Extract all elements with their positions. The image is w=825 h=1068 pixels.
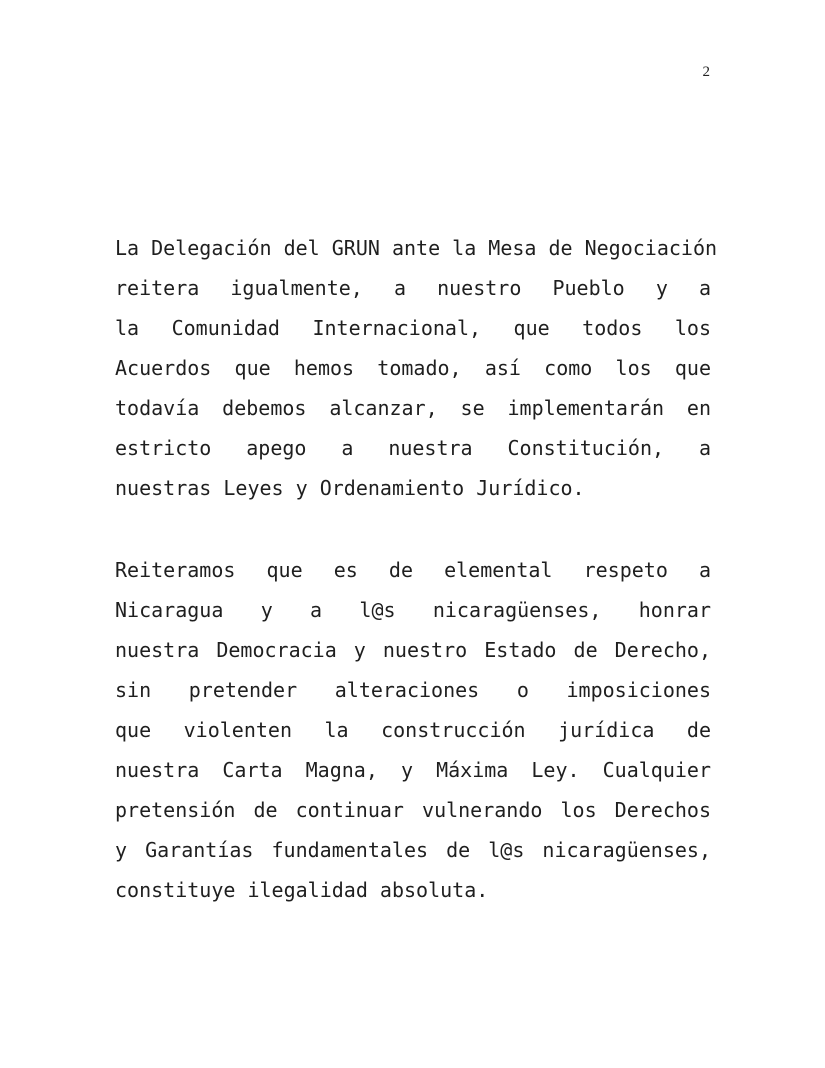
text-line: nuestras Leyes y Ordenamiento Jurídico. bbox=[115, 476, 585, 500]
paragraph-2 bbox=[115, 550, 711, 910]
text-line: la Comunidad Internacional, que todos los bbox=[115, 316, 711, 340]
text-line: que violenten la construcción jurídica de bbox=[115, 718, 711, 742]
text-line: Acuerdos que hemos tomado, así como los que bbox=[115, 356, 711, 380]
text-line: nuestra Carta Magna, y Máxima Ley. Cualquier bbox=[115, 758, 711, 782]
text-line: nuestra Democracia y nuestro Estado de Derecho, bbox=[115, 638, 711, 662]
text-line: sin pretender alteraciones o imposiciones bbox=[115, 678, 711, 702]
text-line: reitera igualmente, a nuestro Pueblo y a bbox=[115, 276, 711, 300]
page-number: 2 bbox=[702, 64, 710, 80]
text-line: Nicaragua y a l@s nicaragüenses, honrar bbox=[115, 598, 711, 622]
paragraph-1 bbox=[115, 228, 718, 508]
text-line: estricto apego a nuestra Constitución, a bbox=[115, 436, 711, 460]
text-line: y Garantías fundamentales de l@s nicaragüenses, bbox=[115, 838, 711, 862]
text-line: Reiteramos que es de elemental respeto a bbox=[115, 558, 711, 582]
text-line: pretensión de continuar vulnerando los Derechos bbox=[115, 798, 711, 822]
text-line: todavía debemos alcanzar, se implementarán en bbox=[115, 396, 711, 420]
text-line: La Delegación del GRUN ante la Mesa de Negociación bbox=[115, 236, 718, 260]
text-line: constituye ilegalidad absoluta. bbox=[115, 878, 489, 902]
